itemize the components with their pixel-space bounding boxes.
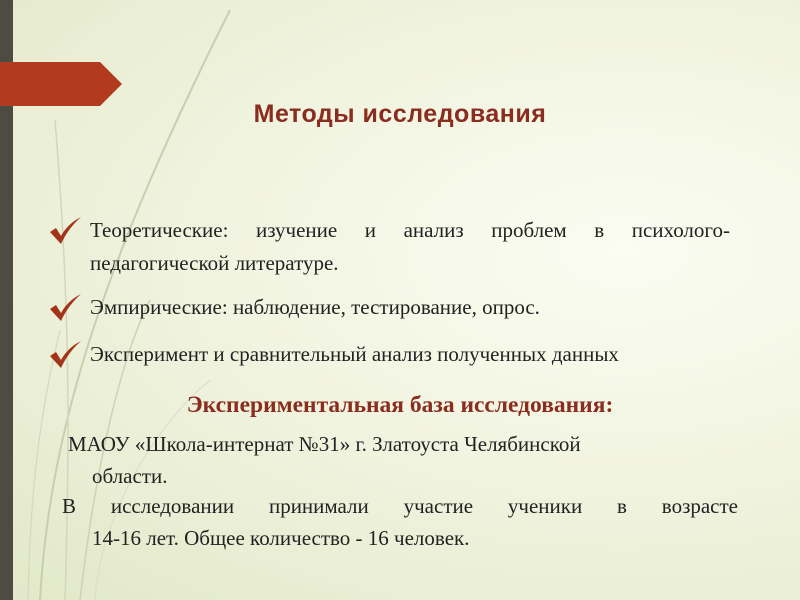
organization-line: области.: [92, 464, 168, 488]
experimental-base-organization: [68, 428, 740, 492]
participants-paragraph: [62, 490, 738, 554]
method-text: Эмпирические: наблюдение, тестирование, опрос.: [90, 295, 540, 319]
list-item: [48, 338, 730, 374]
checkmark-icon: [48, 214, 90, 250]
list-item: [48, 214, 730, 280]
method-text: Эксперимент и сравнительный анализ полученных данных: [90, 342, 619, 366]
participants-line: 14-16 лет. Общее количество - 16 человек.: [92, 526, 470, 550]
experimental-base-heading: Экспериментальная база исследования:: [186, 392, 614, 418]
checkmark-icon: [48, 291, 90, 327]
checkmark-icon: [48, 338, 90, 374]
participants-line: В исследовании принимали участие ученики в возрасте: [62, 494, 738, 518]
methods-list: [48, 214, 730, 385]
method-text: Теоретические: изучение и анализ проблем в психолого-педагогической литературе.: [90, 218, 730, 275]
slide-title: Методы исследования: [253, 100, 547, 128]
list-item: [48, 291, 730, 327]
organization-line: МАОУ «Школа-интернат №31» г. Златоуста Челябинской: [68, 432, 581, 456]
